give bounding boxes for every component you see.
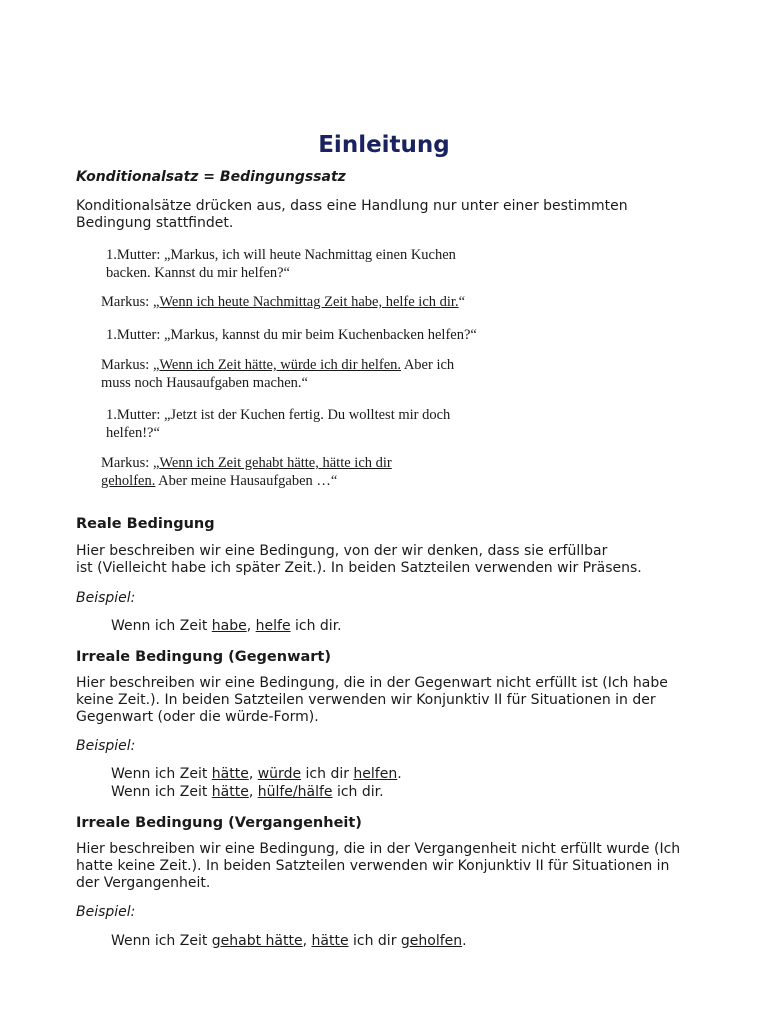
- dialog-prefix: Markus: „: [101, 294, 160, 310]
- example-verb: habe: [211, 618, 247, 634]
- example-text: Wenn ich Zeit: [111, 766, 212, 782]
- dialog-line: helfen!?“: [106, 425, 160, 441]
- reale-paragraph: [76, 543, 696, 577]
- paragraph-line: Gegenwart (oder die würde-Form).: [76, 709, 319, 725]
- dialog-mutter-1: [106, 246, 506, 282]
- intro-line: Bedingung stattfindet.: [76, 215, 234, 231]
- example-verb: hätte: [211, 766, 249, 782]
- dialog-suffix: Aber meine Hausaufgaben …“: [155, 473, 338, 489]
- dialog-prefix: Markus: „: [101, 455, 160, 471]
- example-text: ,: [248, 766, 258, 782]
- dialog-prefix: Markus: „: [101, 357, 160, 373]
- intro-line: Konditionalsätze drücken aus, dass eine Handlung nur unter einer bestimmten: [76, 198, 628, 214]
- intro-paragraph: [76, 198, 696, 232]
- dialog-underlined: geholfen.: [101, 473, 156, 489]
- paragraph-line: Hier beschreiben wir eine Bedingung, die in der Gegenwart nicht erfüllt ist (Ich habe: [76, 675, 668, 691]
- dialog-underlined: Wenn ich heute Nachmittag Zeit habe, helfe ich dir.: [159, 294, 459, 310]
- paragraph-line: keine Zeit.). In beiden Satzteilen verwenden wir Konjunktiv II für Situationen in der: [76, 692, 656, 708]
- section-heading-irreale-vergangenheit: Irreale Bedingung (Vergangenheit): [76, 815, 362, 831]
- example-verb: hülfe/hälfe: [257, 784, 333, 800]
- dialog-mutter-3: [106, 406, 506, 442]
- dialog-line: 1.Mutter: „Markus, ich will heute Nachmittag einen Kuchen: [106, 247, 456, 263]
- section-heading-reale: Reale Bedingung: [76, 516, 215, 532]
- example-sentences: [111, 765, 402, 801]
- example-sentence: [111, 765, 402, 783]
- example-verb: gehabt hätte: [211, 933, 303, 949]
- example-verb: hätte: [211, 784, 249, 800]
- paragraph-line: Hier beschreiben wir eine Bedingung, von der wir denken, dass sie erfüllbar: [76, 543, 608, 559]
- example-text: ich dir.: [332, 784, 384, 800]
- dialog-markus-2: [101, 356, 521, 392]
- beispiel-label: Beispiel:: [76, 590, 136, 606]
- dialog-underlined: Wenn ich Zeit hätte, würde ich dir helfen.: [159, 357, 402, 373]
- example-text: ich dir: [301, 766, 354, 782]
- example-verb: hätte: [311, 933, 349, 949]
- paragraph-line: Hier beschreiben wir eine Bedingung, die in der Vergangenheit nicht erfüllt wurde (Ich: [76, 841, 681, 857]
- example-text: ich dir.: [290, 618, 342, 634]
- section-heading-irreale-gegenwart: Irreale Bedingung (Gegenwart): [76, 649, 331, 665]
- example-sentence: [111, 617, 342, 635]
- dialog-underlined: Wenn ich Zeit gehabt hätte, hätte ich dir: [159, 455, 392, 471]
- dialog-markus-1: [101, 293, 521, 311]
- beispiel-label: Beispiel:: [76, 738, 136, 754]
- example-sentence: [111, 783, 402, 801]
- paragraph-line: ist (Vielleicht habe ich später Zeit.). In beiden Satzteilen verwenden wir Präsens.: [76, 560, 642, 576]
- example-text: Wenn ich Zeit: [111, 618, 212, 634]
- page-title: Einleitung: [318, 132, 450, 158]
- example-verb: würde: [257, 766, 302, 782]
- dialog-line: 1.Mutter: „Jetzt ist der Kuchen fertig. Du wolltest mir doch: [106, 407, 451, 423]
- dialog-line: 1.Mutter: „Markus, kannst du mir beim Kuchenbacken helfen?“: [106, 327, 477, 343]
- dialog-suffix: Aber ich: [401, 357, 455, 373]
- paragraph-line: hatte keine Zeit.). In beiden Satzteilen verwenden wir Konjunktiv II für Situationen in: [76, 858, 670, 874]
- example-text: ,: [248, 784, 258, 800]
- example-text: Wenn ich Zeit: [111, 933, 212, 949]
- dialog-markus-3: [101, 454, 501, 490]
- example-text: .: [397, 766, 402, 782]
- dialog-suffix: “: [458, 294, 466, 310]
- paragraph-line: der Vergangenheit.: [76, 875, 211, 891]
- example-verb: geholfen: [400, 933, 463, 949]
- example-text: .: [462, 933, 467, 949]
- dialog-mutter-2: [106, 326, 526, 344]
- irreale-vergangenheit-paragraph: [76, 841, 696, 892]
- subtitle: Konditionalsatz = Bedingungssatz: [76, 169, 346, 185]
- irreale-gegenwart-paragraph: [76, 675, 696, 726]
- beispiel-label: Beispiel:: [76, 904, 136, 920]
- example-verb: helfen: [353, 766, 398, 782]
- example-text: ,: [302, 933, 312, 949]
- example-verb: helfe: [255, 618, 291, 634]
- example-text: ich dir: [348, 933, 401, 949]
- example-sentence: [111, 932, 467, 950]
- example-text: ,: [246, 618, 256, 634]
- dialog-line: muss noch Hausaufgaben machen.“: [101, 375, 308, 391]
- dialog-line: backen. Kannst du mir helfen?“: [106, 265, 290, 281]
- example-text: Wenn ich Zeit: [111, 784, 212, 800]
